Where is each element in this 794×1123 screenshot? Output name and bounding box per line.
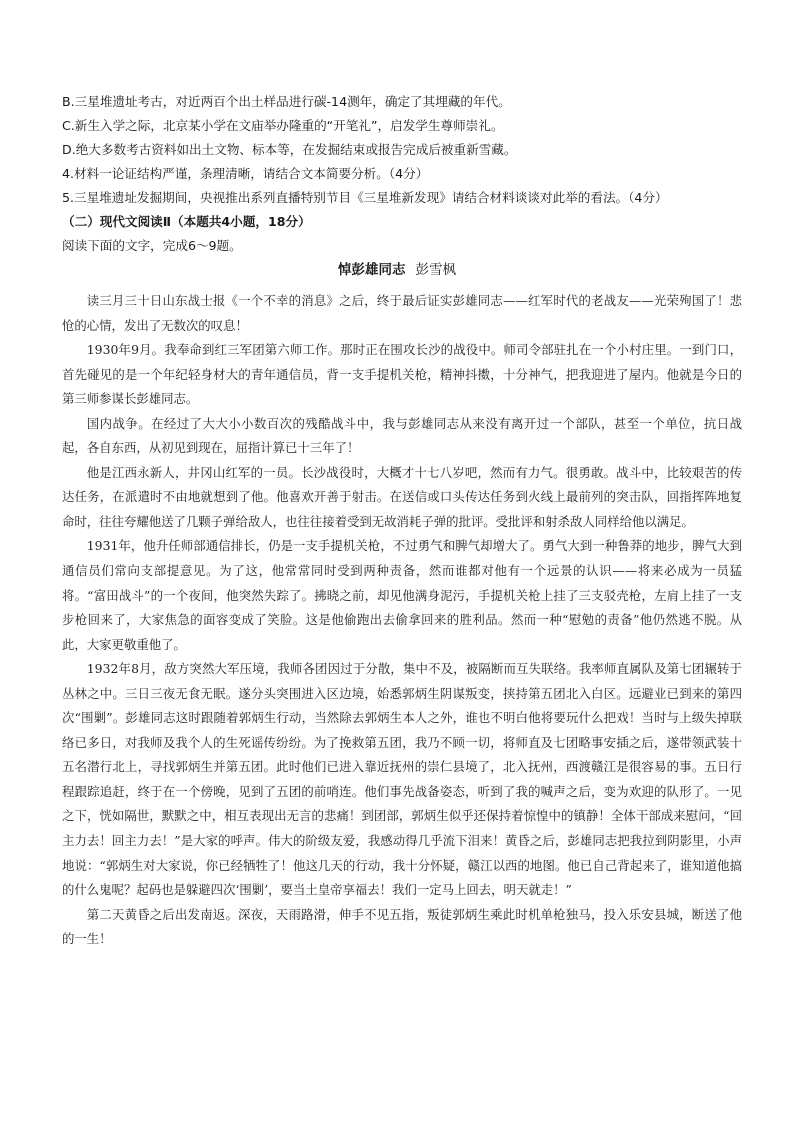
question-4: 4.材料一论证结构严谨，条理清晰，请结合文本简要分析。（4分） <box>62 166 429 181</box>
article-title-line <box>0 262 794 278</box>
question-option-d: D.绝大多数考古资料如出土文物、标本等，在发掘结束或报告完成后被重新雪藏。 <box>62 142 517 157</box>
article-paragraph: 1931年，他升任师部通信排长，仍是一支手提机关枪，不过勇气和脾气却增大了。勇气大到一种鲁莽的地步，脾气大到通信员们常向支部提意见。为了这，他常常同时受到两种责备，然而谁都对他有一个远景的认识——将来必成为一员猛将。“富田战斗”的一个夜间，他突然失踪了。拂晓之前，却见他满身泥污，手提机关枪上挂了三支驳壳枪，左肩上挂了一支步枪回来了，大家焦急的面容变成了笑脸。这是他偷跑出去偷拿回来的胜利品。然而一种“慰勉的责备”他仍然逃不脱。从此，大家更敬重他了。 <box>62 538 742 652</box>
section-heading: （二）现代文阅读Ⅱ（本题共4小题，18分） <box>62 214 311 229</box>
article-paragraph: 1932年8月，敌方突然大军压境，我师各团因过于分散，集中不及，被隔断而互失联络。我率师直属队及第七团辗转于丛林之中。三日三夜无食无眠。遂分头突围进入区边境，始悉郭炳生阴谋叛变，挟持第五团北入白区。远避业已到来的第四次“围剿”。彭雄同志这时跟随着郭炳生行动，当然除去郭炳生本人之外，谁也不明白他将要玩什么把戏！当时与上级失掉联络已多日，对我师及我个人的生死谣传纷纷。为了挽救第五团，我乃不顾一切，将师直及七团略事安插之后，遂带领武装十五名潜行北上，寻找郭炳生并第五团。此时他们已进入靠近抚州的崇仁县境了，北入抚州，西渡赣江是很容易的事。五日行程跟踪追赶，终于在一个傍晚，见到了五团的前哨连。他们事先战备姿态，听到了我的喊声之后，变为欢迎的队形了。一见之下，恍如隔世，默默之中，相互表现出无言的悲痛！到团部，郭炳生似乎还保持着惊惶中的镇静！全体干部成来慰问，“回主力去！回主力去！”是大家的呼声。伟大的阶级友爱，我感动得几乎流下泪来！黄昏之后，彭雄同志把我拉到阴影里，小声地说：“郭炳生对大家说，你已经牺牲了！他这几天的行动，我十分怀疑，赣江以西的地图。他已自己背起来了，谁知道他搞的什么鬼呢？起码也是躲避四次‘围剿’，要当土皇帝享福去！我们一定马上回去，明天就走！” <box>62 661 742 898</box>
reading-instruction: 阅读下面的文字，完成6～9题。 <box>62 238 242 253</box>
question-5: 5.三星堆遗址发掘期间，央视推出系列直播特别节目《三星堆新发现》请结合材料谈谈对此举的看法。（4分） <box>62 190 668 205</box>
article-paragraph: 他是江西永新人，井冈山红军的一员。长沙战役时，大概才十七八岁吧，然而有力气。很勇敢。战斗中，比较艰苦的传达任务，在派遣时不由地就想到了他。他喜欢开善于射击。在送信或口头传达任务到火线上最前列的突击队，回指挥阵地复命时，往往夸耀他送了几颗子弹给敌人，也往往接着受到无故消耗子弹的批评。受批评和射杀敌人同样给他以满足。 <box>62 464 742 529</box>
article-paragraph: 国内战争。在经过了大大小小数百次的残酷战斗中，我与彭雄同志从来没有离开过一个部队，甚至一个单位，抗日战起，各自东西，从初见到现在，屈指计算已十三年了！ <box>62 415 742 456</box>
question-option-c: C.新生入学之际，北京某小学在文庙举办隆重的“开笔礼”，启发学生尊师崇礼。 <box>62 118 504 133</box>
article-paragraph: 读三月三十日山东战士报《一个不幸的消息》之后，终于最后证实彭雄同志——红军时代的老战友——光荣殉国了！悲怆的心情，发出了无数次的叹息！ <box>62 293 742 333</box>
article-title: 悼彭雄同志 <box>338 262 406 278</box>
question-option-b: B.三星堆遗址考古，对近两百个出土样品进行碳-14测年，确定了其埋藏的年代。 <box>62 94 511 109</box>
article-author: 彭雪枫 <box>415 262 456 278</box>
article-paragraph: 第二天黄昏之后出发南返。深夜，天雨路滑，伸手不见五指，叛徒郭炳生乘此时机单枪独马，投入乐安县城，断送了他的一生！ <box>62 906 742 947</box>
article-body <box>62 289 742 952</box>
article-paragraph: 1930年9月。我奉命到红三军团第六师工作。那时正在围攻长沙的战役中。师司令部驻扎在一个小村庄里。一到门口，首先碰见的是一个年纪轻身材大的青年通信员，背一支手提机关枪，精神抖擞，十分神气，把我迎进了屋内。他就是今日的第三师参谋长彭雄同志。 <box>62 342 742 407</box>
